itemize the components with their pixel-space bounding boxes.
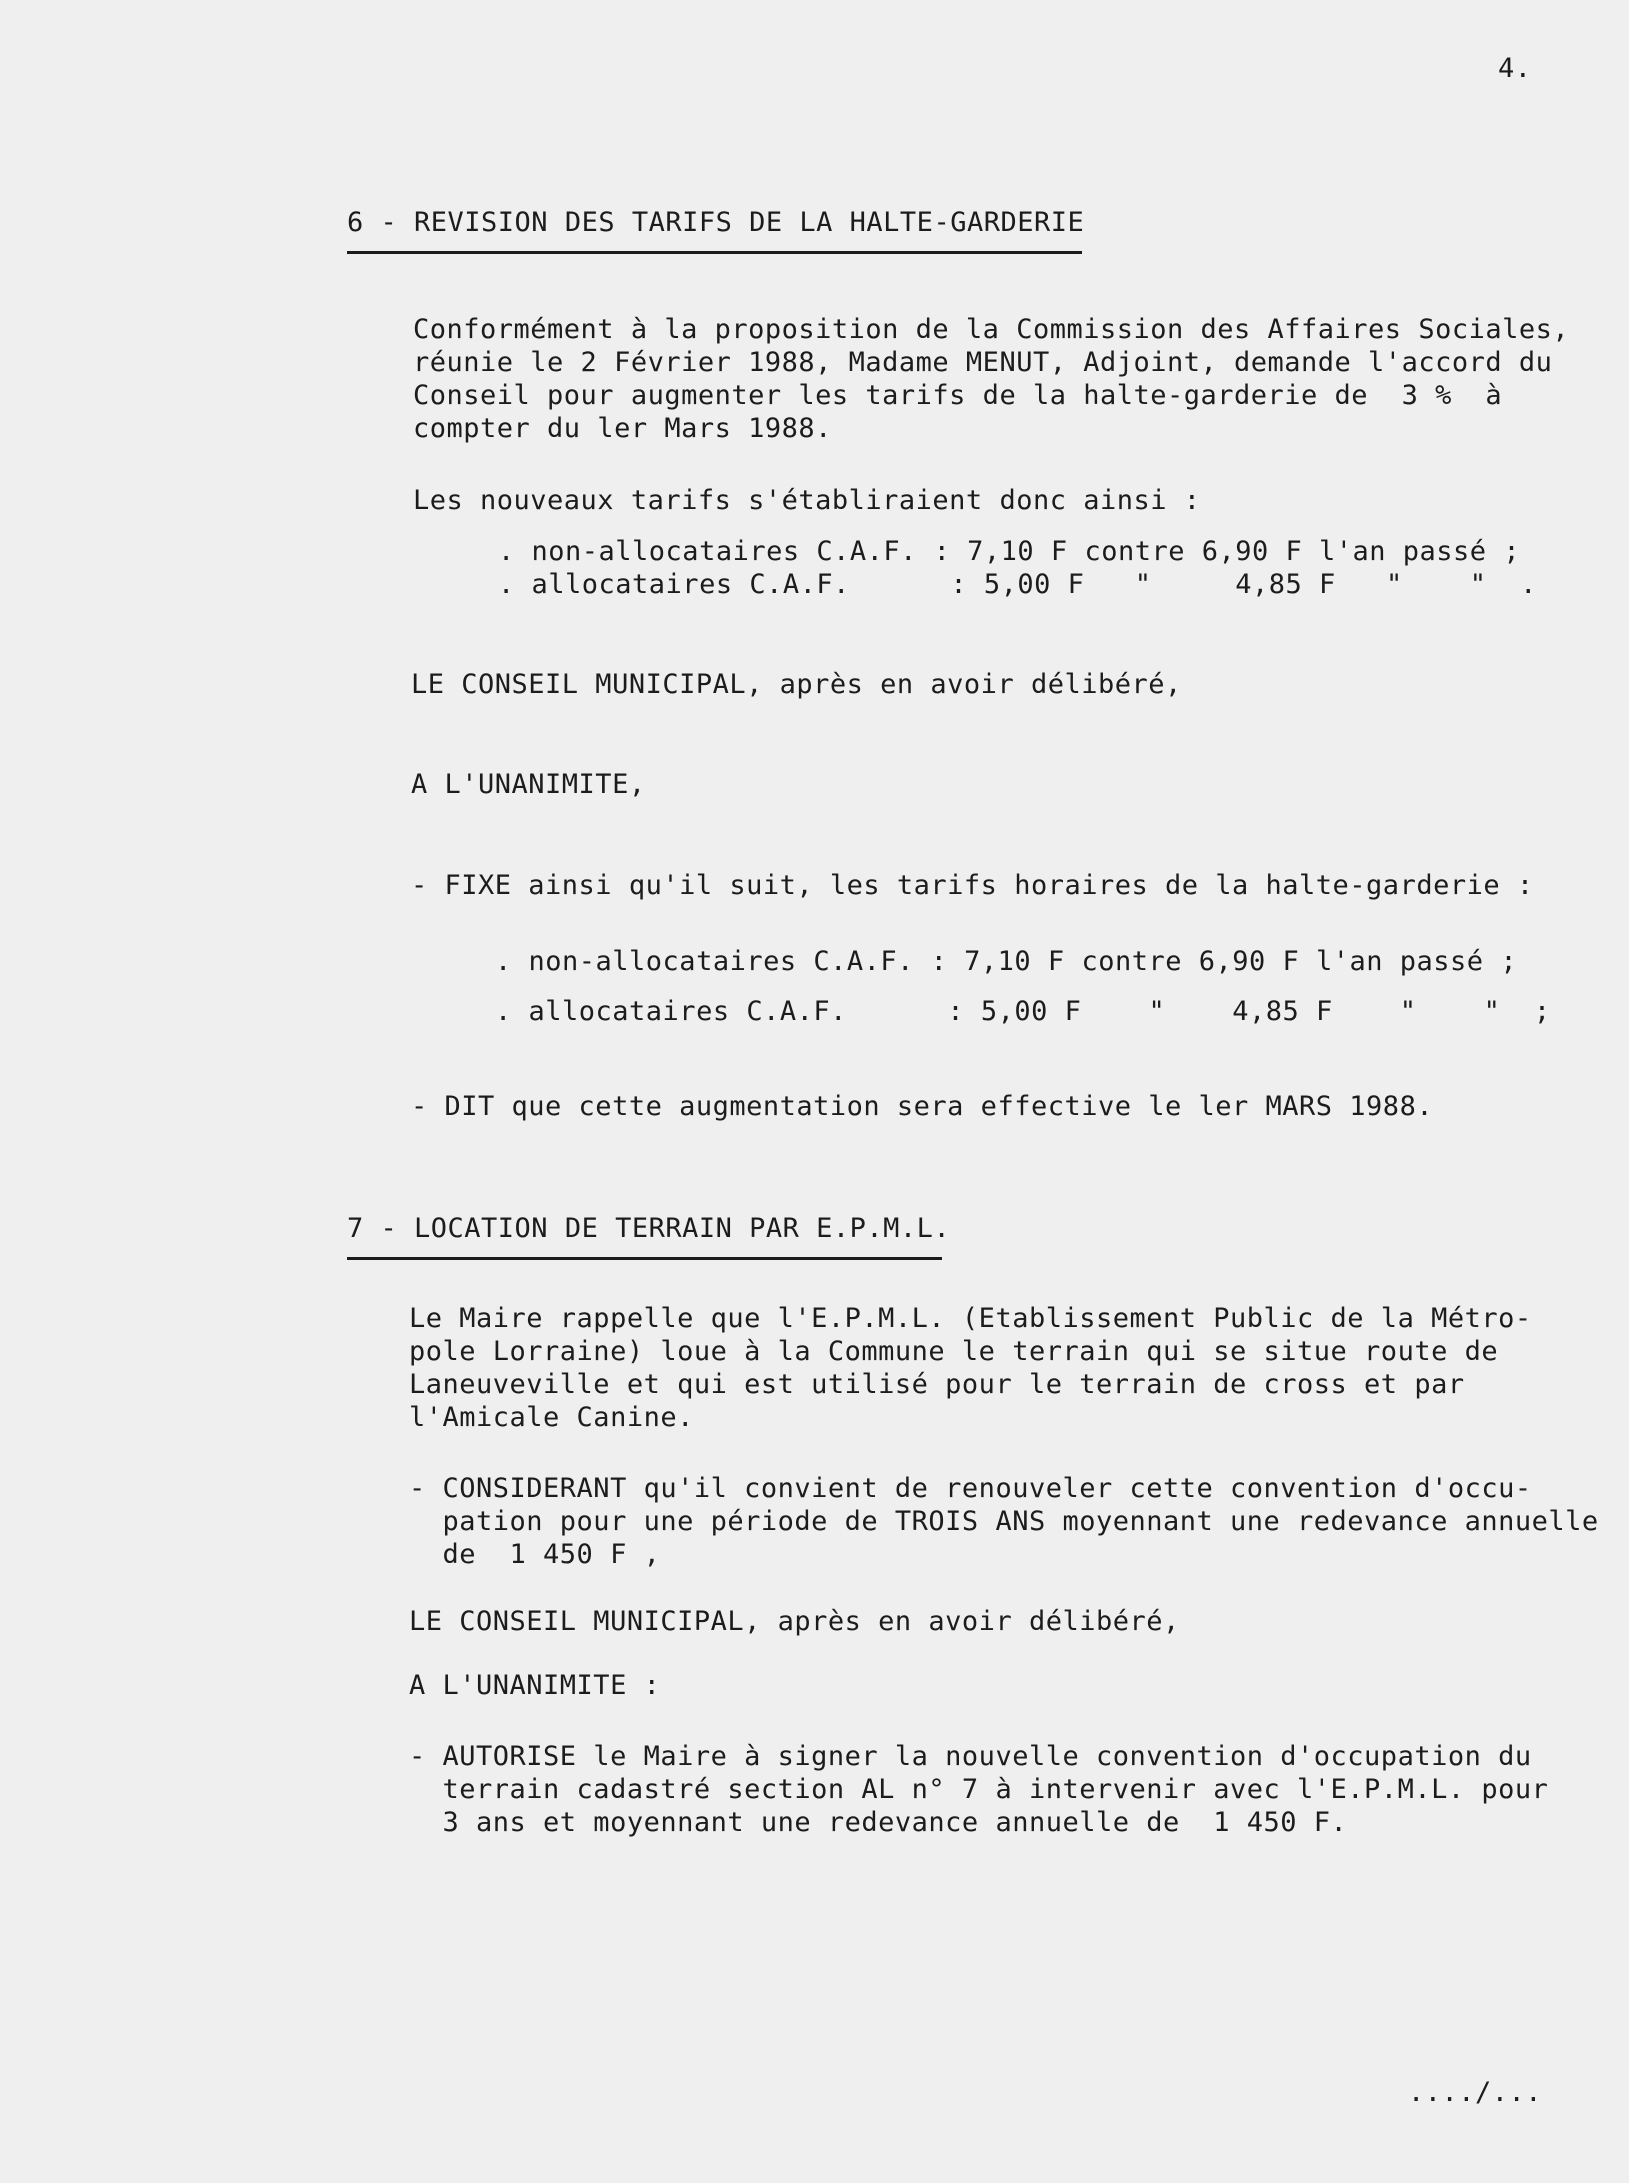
considerant-line: - CONSIDERANT qu'il convient de renouveler cette convention d'occu- — [409, 1473, 1532, 1504]
intro-line: Laneuveville et qui est utilisé pour le terrain de cross et par — [409, 1369, 1465, 1400]
intro-line: Conseil pour augmenter les tarifs de la halte-garderie de 3 % à — [413, 380, 1503, 411]
page-number: 4. — [1498, 53, 1532, 84]
intro-line: Conformément à la proposition de la Commission des Affaires Sociales, — [413, 314, 1570, 345]
section-7-intro — [409, 1302, 1532, 1434]
section-7-heading-text: 7 - LOCATION DE TERRAIN PAR E.P.M.L. — [347, 1213, 951, 1244]
unanimity-statement: A L'UNANIMITE, — [411, 769, 646, 800]
section-6-underline — [347, 251, 1082, 254]
section-6-intro — [413, 313, 1569, 445]
continuation-mark: ..../... — [1408, 2077, 1543, 2108]
considerant-clause — [409, 1472, 1599, 1571]
autorise-line: terrain cadastré section AL n° 7 à intervenir avec l'E.P.M.L. pour — [409, 1774, 1549, 1805]
intro-line: réunie le 2 Février 1988, Madame MENUT, Adjoint, demande l'accord du — [413, 347, 1553, 378]
proposed-tariffs-list — [498, 535, 1537, 601]
section-7-underline — [347, 1257, 942, 1260]
considerant-line: de 1 450 F , — [409, 1539, 661, 1570]
autorise-line: - AUTORISE le Maire à signer la nouvelle convention d'occupation du — [409, 1741, 1532, 1772]
intro-line: Le Maire rappelle que l'E.P.M.L. (Etablissement Public de la Métro- — [409, 1303, 1532, 1334]
fixed-tariffs-list — [495, 937, 1551, 1037]
decision-fixe: - FIXE ainsi qu'il suit, les tarifs horaires de la halte-garderie : — [411, 870, 1534, 901]
tariffs-intro: Les nouveaux tarifs s'établiraient donc ainsi : — [413, 485, 1201, 516]
section-6-heading — [347, 206, 1085, 254]
section-7-heading — [347, 1212, 951, 1260]
council-deliberation: LE CONSEIL MUNICIPAL, après en avoir délibéré, — [411, 669, 1182, 700]
autorise-clause — [409, 1740, 1548, 1839]
tariff-item: . allocataires C.A.F. : 5,00 F " 4,85 F " " . — [498, 569, 1537, 600]
intro-line: compter du ler Mars 1988. — [413, 413, 832, 444]
unanimity-statement: A L'UNANIMITE : — [409, 1670, 661, 1701]
section-6-heading-text: 6 - REVISION DES TARIFS DE LA HALTE-GARDERIE — [347, 207, 1085, 238]
autorise-line: 3 ans et moyennant une redevance annuelle de 1 450 F. — [409, 1807, 1348, 1838]
council-deliberation: LE CONSEIL MUNICIPAL, après en avoir délibéré, — [409, 1606, 1180, 1637]
decision-dit: - DIT que cette augmentation sera effective le ler MARS 1988. — [411, 1091, 1434, 1122]
intro-line: l'Amicale Canine. — [409, 1402, 694, 1433]
tariff-item: . non-allocataires C.A.F. : 7,10 F contre 6,90 F l'an passé ; — [498, 536, 1521, 567]
considerant-line: pation pour une période de TROIS ANS moyennant une redevance annuelle — [409, 1506, 1599, 1537]
tariff-item: . non-allocataires C.A.F. : 7,10 F contre 6,90 F l'an passé ; — [495, 946, 1518, 977]
tariff-item: . allocataires C.A.F. : 5,00 F " 4,85 F " " ; — [495, 996, 1551, 1027]
intro-line: pole Lorraine) loue à la Commune le terrain qui se situe route de — [409, 1336, 1499, 1367]
